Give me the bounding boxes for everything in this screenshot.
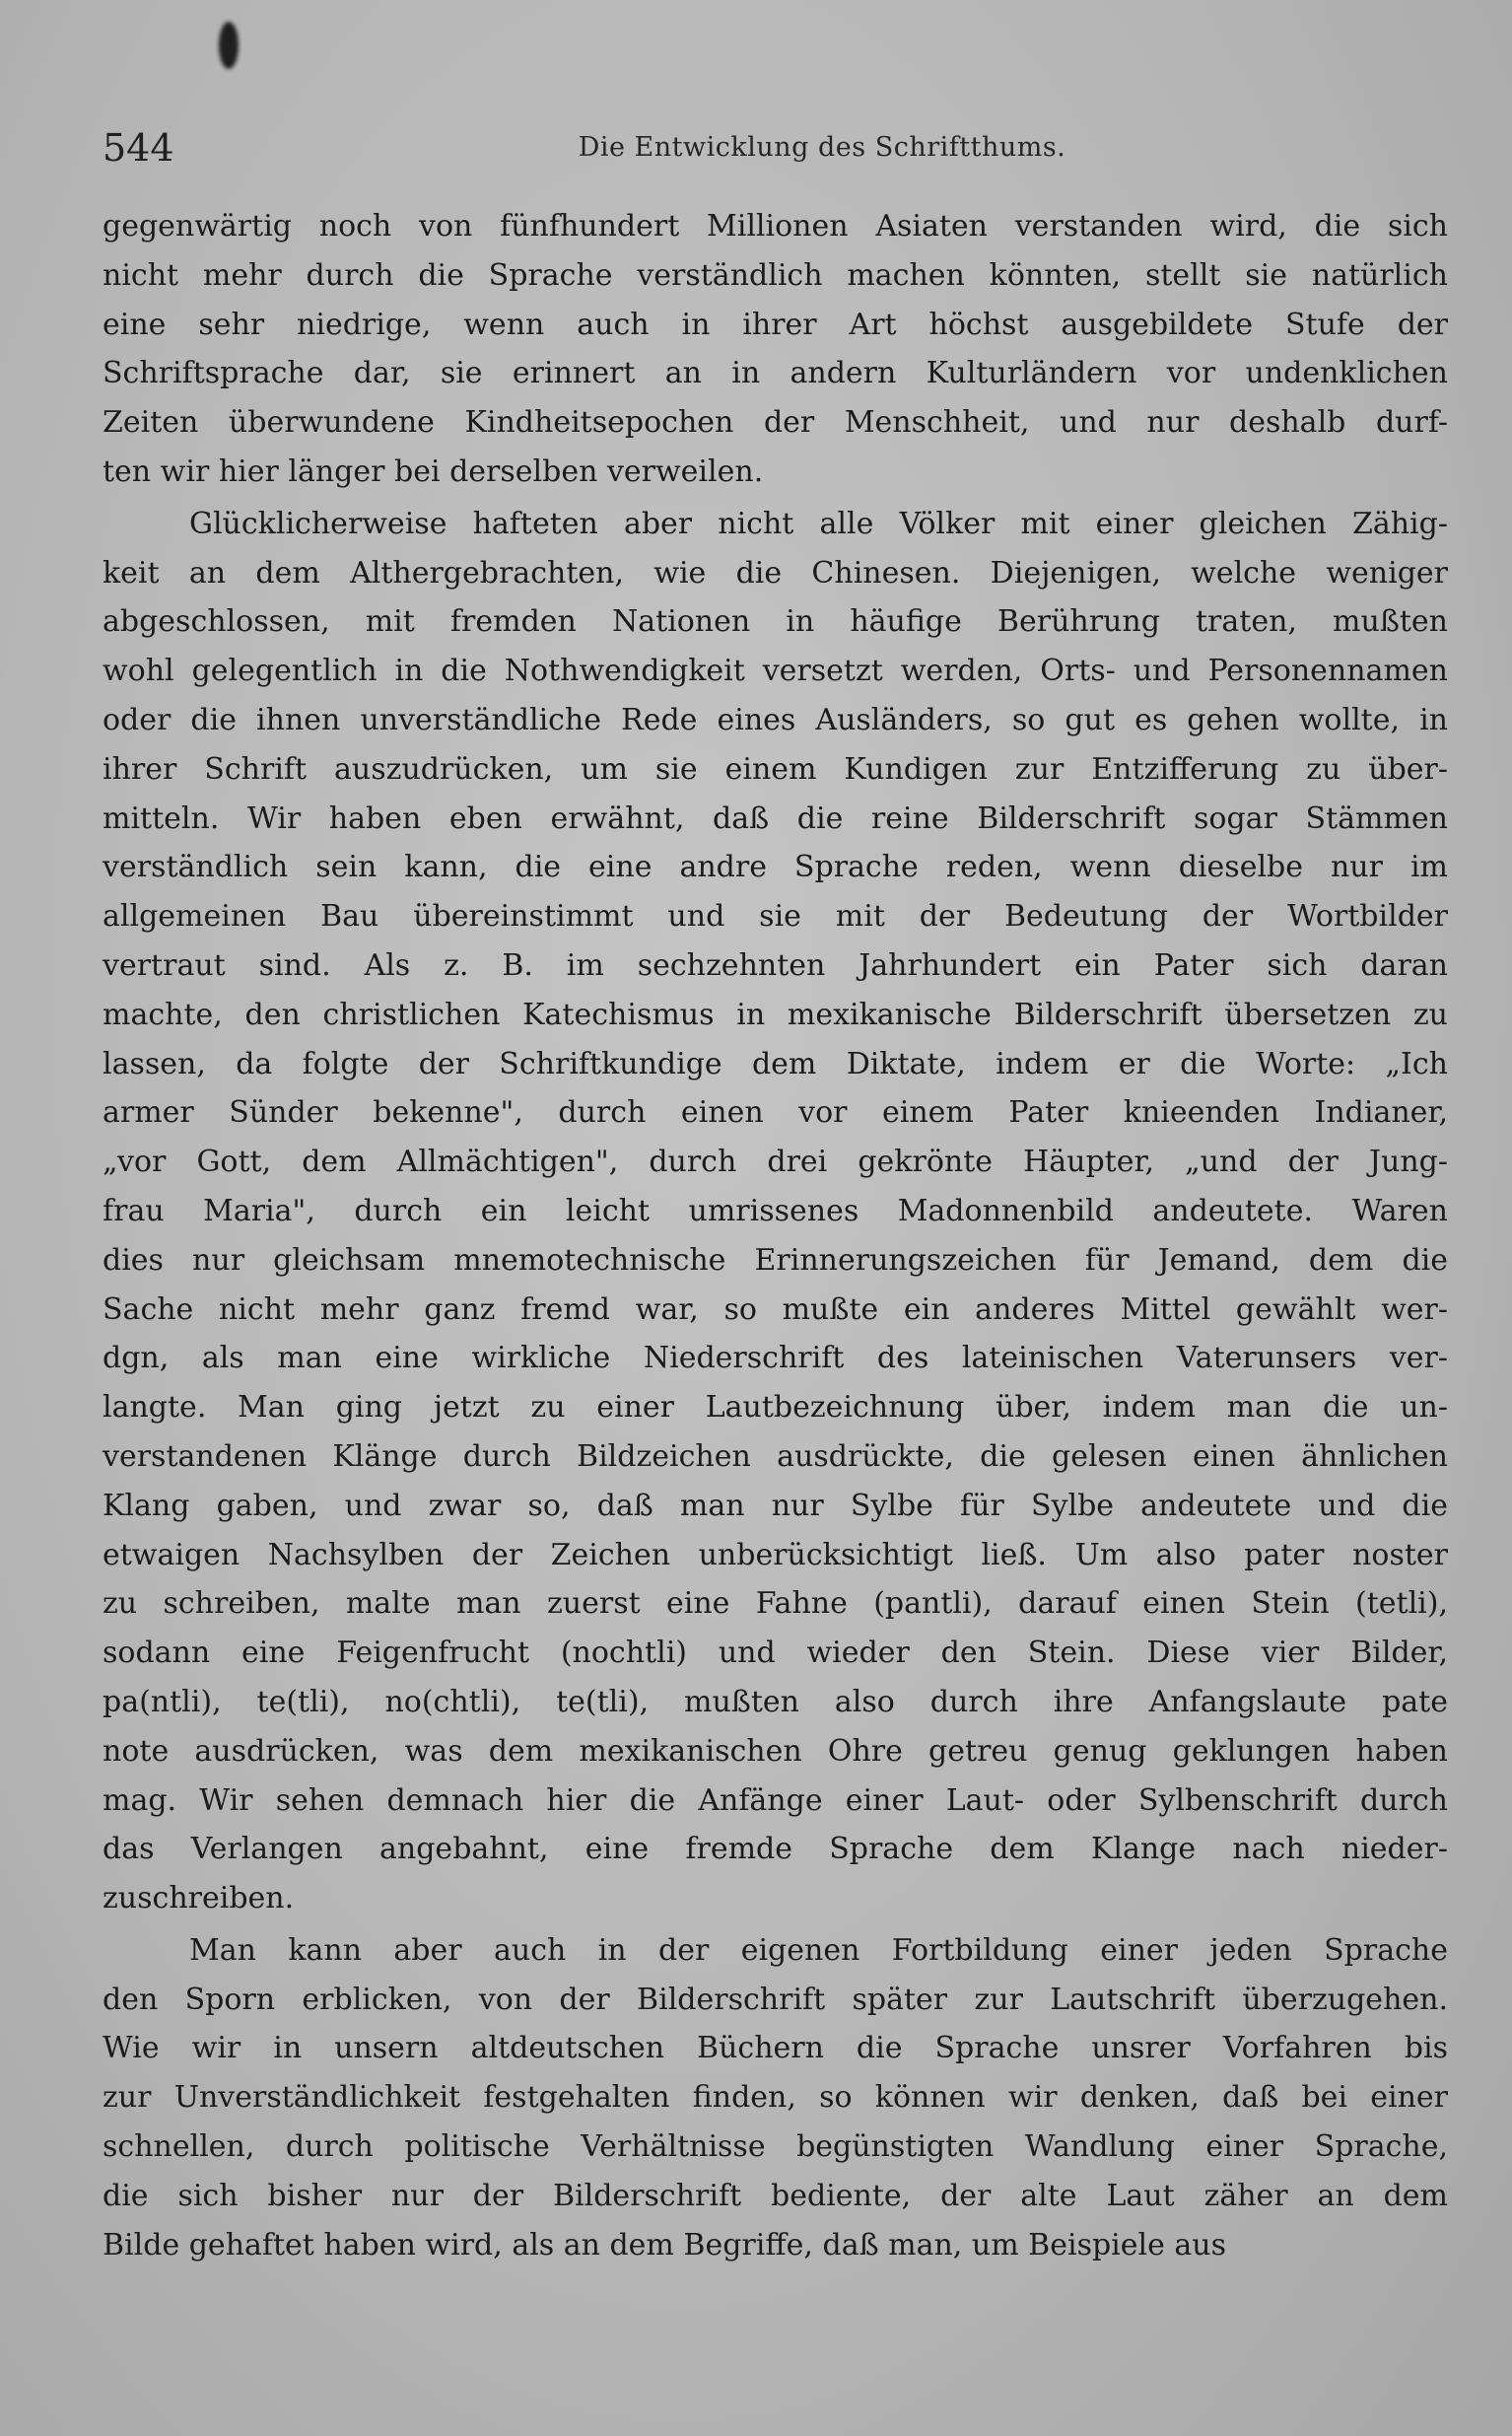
text-line: pa(ntli), te(tli), no(chtli), te(tli), mußten also durch ihre Anfangslaute pate xyxy=(103,1684,1448,1719)
text-line: das Verlangen angebahnt, eine fremde Sprache dem Klange nach nieder- xyxy=(103,1832,1448,1867)
text-line: dies nur gleichsam mnemotechnische Erinnerungszeichen für Jemand, dem die xyxy=(103,1242,1448,1278)
text-line: Schriftsprache dar, sie erinnert an in andern Kulturländern vor undenklichen xyxy=(103,356,1448,391)
text-line: machte, den christlichen Katechismus in mexikanische Bilderschrift übersetzen zu xyxy=(103,997,1448,1032)
text-line: schnellen, durch politische Verhältnisse begünstigten Wandlung einer Sprache, xyxy=(103,2129,1448,2165)
paragraph xyxy=(103,202,1448,497)
text-line: vertraut sind. Als z. B. im sechzehnten Jahrhundert ein Pater sich daran xyxy=(103,947,1448,983)
text-line: Glücklicherweise hafteten aber nicht alle Völker mit einer gleichen Zähig- xyxy=(189,506,1448,541)
text-line: mag. Wir sehen demnach hier die Anfänge einer Laut- oder Sylbenschrift durch xyxy=(103,1782,1448,1818)
text-line: eine sehr niedrige, wenn auch in ihrer Art höchst ausgebildete Stufe der xyxy=(103,307,1448,342)
text-line: „vor Gott, dem Allmächtigen", durch drei gekrönte Häupter, „und der Jung- xyxy=(103,1145,1448,1180)
text-line: allgemeinen Bau übereinstimmt und sie mit der Bedeutung der Wortbilder xyxy=(103,899,1448,935)
text-line: sodann eine Feigenfrucht (nochtli) und wieder den Stein. Diese vier Bilder, xyxy=(103,1636,1448,1671)
text-line: etwaigen Nachsylben der Zeichen unberücksichtigt ließ. Um also pater noster xyxy=(103,1537,1448,1572)
body-text xyxy=(103,202,1448,2269)
paragraph xyxy=(103,1926,1448,2270)
text-line: armer Sünder bekenne", durch einen vor einem Pater knieenden Indianer, xyxy=(103,1095,1448,1131)
text-line: Sache nicht mehr ganz fremd war, so mußte ein anderes Mittel gewählt wer- xyxy=(103,1291,1448,1327)
text-line: Zeiten überwundene Kindheitsepochen der Menschheit, und nur deshalb durf- xyxy=(103,405,1448,441)
text-line: den Sporn erblicken, von der Bilderschrift später zur Lautschrift überzugehen. xyxy=(103,1982,1448,2017)
ink-blot xyxy=(219,22,239,69)
text-line: die sich bisher nur der Bilderschrift bediente, der alte Laut zäher an dem xyxy=(103,2178,1448,2213)
text-line: wohl gelegentlich in die Nothwendigkeit versetzt werden, Orts- und Personennamen xyxy=(103,654,1448,689)
text-line: gegenwärtig noch von fünfhundert Millionen Asiaten verstanden wird, die sich xyxy=(103,209,1448,244)
text-line: keit an dem Althergebrachten, wie die Chinesen. Diejenigen, welche weniger xyxy=(103,555,1448,591)
text-line: verständlich sein kann, die eine andre Sprache reden, wenn dieselbe nur im xyxy=(103,850,1448,885)
text-line: nicht mehr durch die Sprache verständlich machen könnten, stellt sie natürlich xyxy=(103,257,1448,293)
text-line: dgn, als man eine wirkliche Niederschrift des lateinischen Vaterunsers ver- xyxy=(103,1341,1448,1376)
page-header xyxy=(103,126,1453,175)
text-line: zur Unverständlichkeit festgehalten finden, so können wir denken, daß bei einer xyxy=(103,2080,1448,2116)
running-head: Die Entwicklung des Schriftthums. xyxy=(578,132,1066,163)
text-line: Bilde gehaftet haben wird, als an dem Begriffe, daß man, um Beispiele aus xyxy=(103,2227,1227,2262)
text-line: ihrer Schrift auszudrücken, um sie einem Kundigen zur Entzifferung zu über- xyxy=(103,751,1448,787)
text-line: frau Maria", durch ein leicht umrissenes Madonnenbild andeutete. Waren xyxy=(103,1193,1448,1228)
text-line: ten wir hier länger bei derselben verweilen. xyxy=(103,453,764,489)
text-line: Wie wir in unsern altdeutschen Büchern die Sprache unsrer Vorfahren bis xyxy=(103,2031,1448,2066)
text-line: zu schreiben, malte man zuerst eine Fahne (pantli), darauf einen Stein (tetli), xyxy=(103,1586,1448,1622)
text-line: note ausdrücken, was dem mexikanischen Ohre getreu genug geklungen haben xyxy=(103,1733,1448,1769)
page-number: 544 xyxy=(103,126,174,170)
text-line: Klang gaben, und zwar so, daß man nur Sylbe für Sylbe andeutete und die xyxy=(103,1488,1448,1523)
text-line: lassen, da folgte der Schriftkundige dem Diktate, indem er die Worte: „Ich xyxy=(103,1046,1448,1081)
text-line: zuschreiben. xyxy=(103,1881,295,1916)
paragraph xyxy=(103,500,1448,1923)
text-line: langte. Man ging jetzt zu einer Lautbezeichnung über, indem man die un- xyxy=(103,1390,1448,1426)
text-line: mitteln. Wir haben eben erwähnt, daß die reine Bilderschrift sogar Stämmen xyxy=(103,800,1448,836)
text-line: oder die ihnen unverständliche Rede eines Ausländers, so gut es gehen wollte, in xyxy=(103,702,1448,737)
text-line: verstandenen Klänge durch Bildzeichen ausdrückte, die gelesen einen ähnlichen xyxy=(103,1438,1448,1474)
text-line: Man kann aber auch in der eigenen Fortbildung einer jeden Sprache xyxy=(189,1932,1448,1968)
text-line: abgeschlossen, mit fremden Nationen in häufige Berührung traten, mußten xyxy=(103,604,1448,640)
